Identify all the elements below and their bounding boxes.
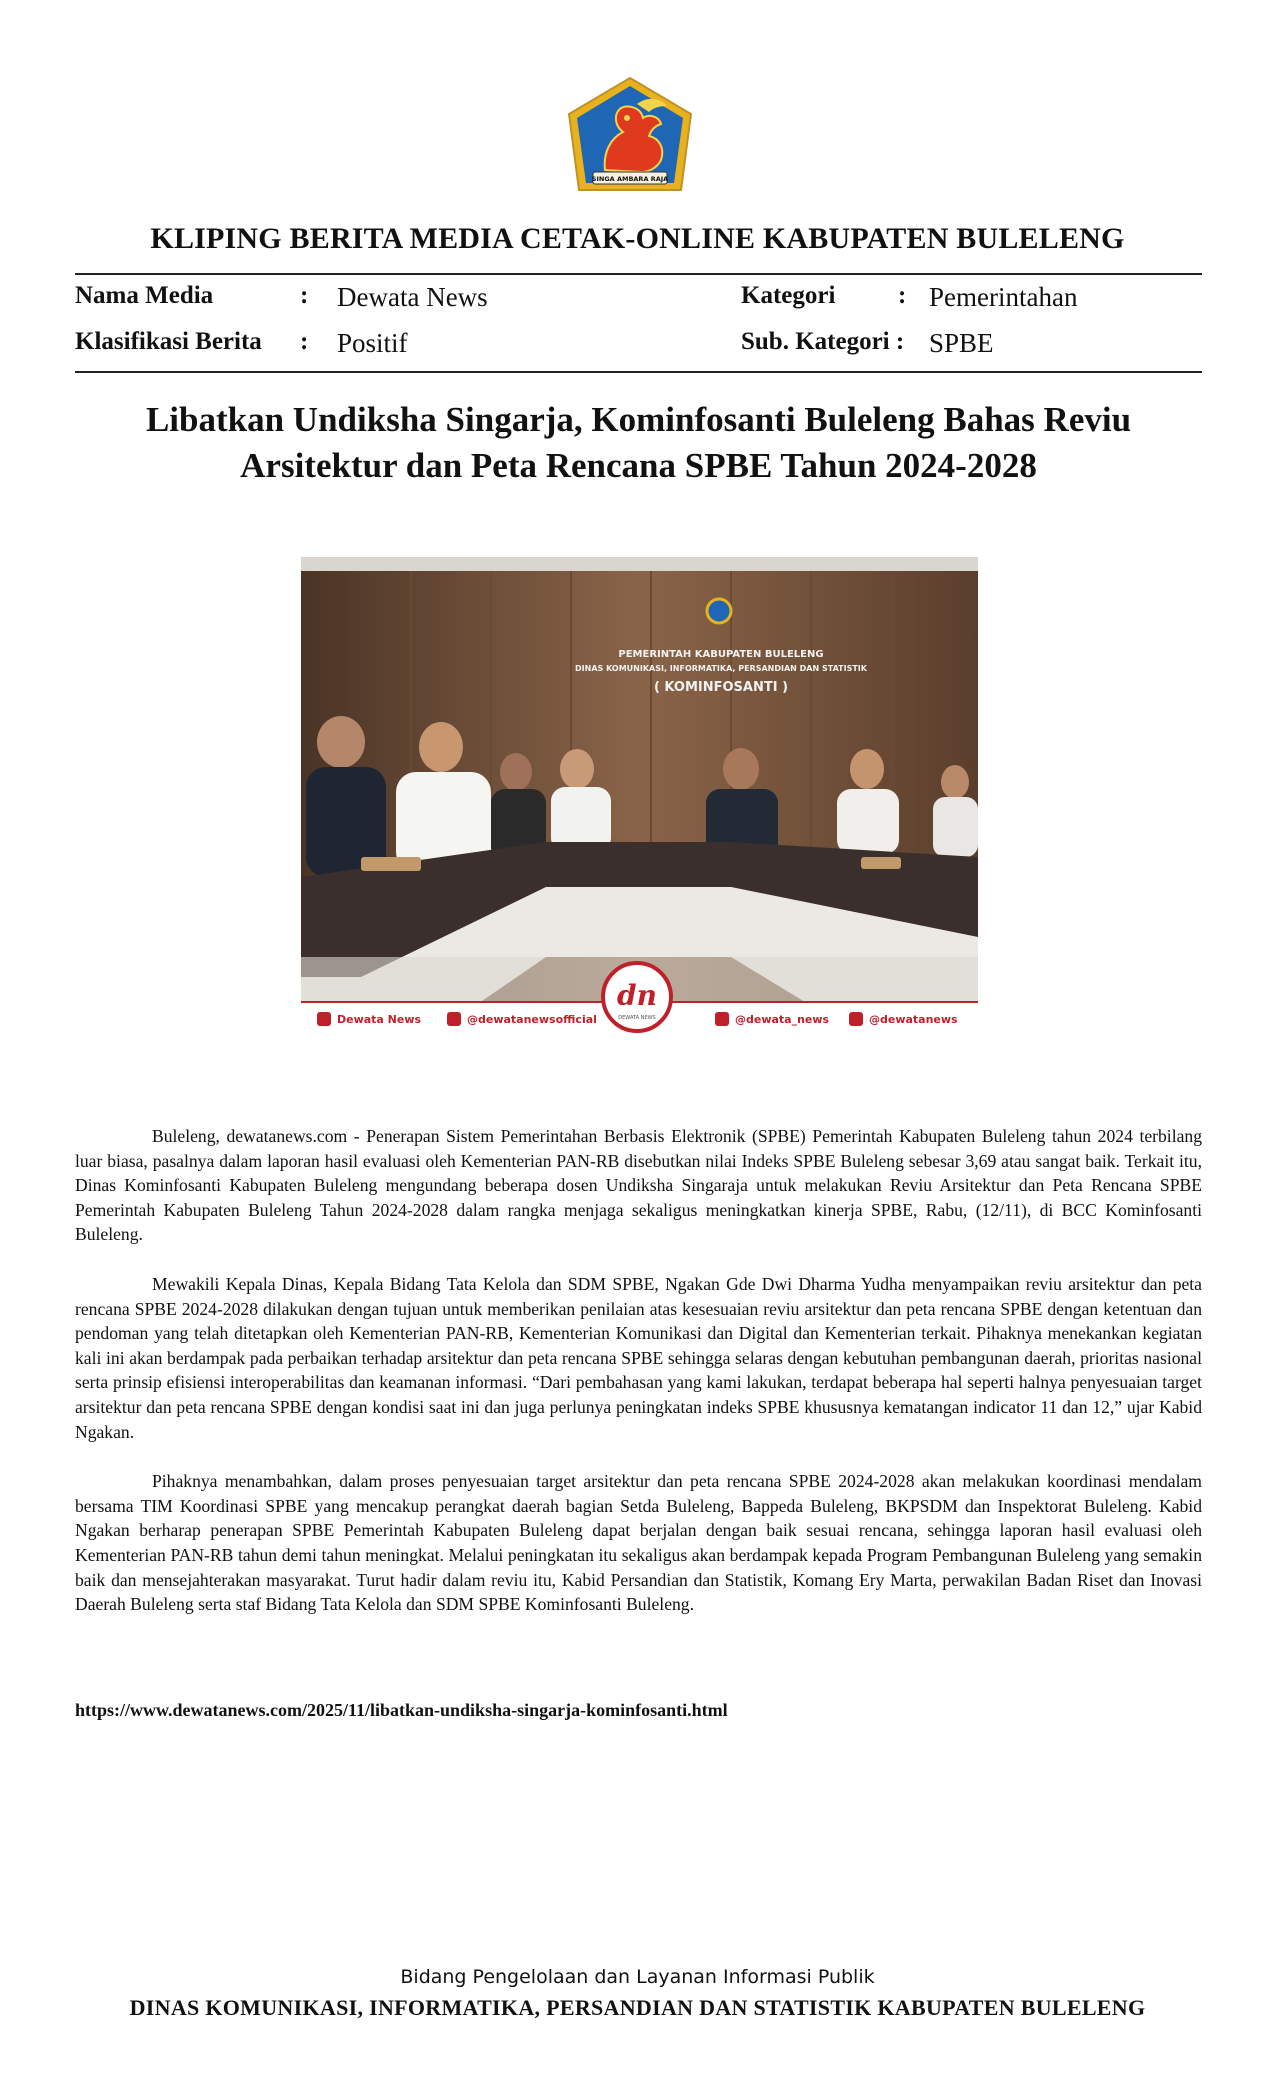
- photo-brand-sub: DEWATA NEWS: [618, 1015, 656, 1021]
- photo-social-instagram: @dewatanewsofficial: [467, 1013, 597, 1026]
- article-paragraph-2: Mewakili Kepala Dinas, Kepala Bidang Tata Kelola dan SDM SPBE, Ngakan Gde Dwi Dharma Yudha menyampaikan reviu arsitektur dan peta rencana SPBE 2024-2028 dilakukan dengan tujuan untuk memberikan penilaian atas kesesuaian reviu arsitektur dan peta rencana SPBE dengan ketentuan dan pendoman yang telah ditetapkan oleh Kementerian PAN-RB, Kementerian Komunikasi dan Digital dan Kementerian terkait. Pihaknya menekankan kegiatan kali ini akan berdampak pada perbaikan terhadap arsitektur dan peta rencana SPBE sehingga selaras dengan kebutuhan pembangunan daerah, prioritas nasional serta prinsip efisiensi interoperabilitas dan keamanan informasi. “Dari pembahasan yang kami lakukan, terdapat beberapa hal seperti halnya penyesuaian target arsitektur dan peta rencana SPBE dengan kondisi saat ini dan juga perlunya peningkatan indeks SPBE khususnya kematangan indicator 11 dan 12,” ujar Kabid Ngakan.: [75, 1273, 1202, 1442]
- photo-social-tiktok: @dewatanews: [869, 1013, 958, 1026]
- photo-wall-sign-line-2: DINAS KOMUNIKASI, INFORMATIKA, PERSANDIAN DAN STATISTIK: [575, 664, 867, 673]
- article-paragraph-3: Pihaknya menambahkan, dalam proses penyesuaian target arsitektur dan peta rencana SPBE 2024-2028 akan melakukan koordinasi mendalam bersama TIM Koordinasi SPBE yang mencakup perangkat daerah bagian Setda Buleleng, Bappeda Buleleng, BKPSDM dan Inspektorat Buleleng. Kabid Ngakan berharap penerapan SPBE Pemerintah Kabupaten Buleleng dapat berjalan dengan baik sesuai rencana, sehingga laporan hasil evaluasi oleh Kementerian PAN-RB tahun demi tahun meningkat. Melalui peningkatan itu sekaligus akan berdampak kepada Program Pembangunan Buleleng yang semakin baik dan mensejahterakan masyarakat. Turut hadir dalam reviu itu, Kabid Persandian dan Statistik, Komang Ery Marta, perwakilan Badan Riset dan Inovasi Daerah Buleleng serta staf Bidang Tata Kelola dan SDM SPBE Kominfosanti Buleleng.: [75, 1471, 1202, 1615]
- media-name-value: Dewata News: [337, 282, 488, 312]
- footer-agency-name: DINAS KOMUNIKASI, INFORMATIKA, PERSANDIAN DAN STATISTIK KABUPATEN BULELENG: [129, 1995, 1146, 2020]
- article-title: [75, 397, 1202, 489]
- media-name-colon: :: [300, 282, 309, 309]
- photo-social-twitter: @dewata_news: [735, 1013, 830, 1026]
- category-value: Pemerintahan: [929, 282, 1078, 312]
- classification-value: Positif: [337, 328, 408, 358]
- header-rule-top: [75, 273, 1202, 275]
- category-colon: :: [898, 282, 907, 309]
- article-body: [75, 1124, 1202, 1642]
- logo-motto: SINGA AMBARA RAJA: [591, 175, 669, 183]
- media-name-label: Nama Media: [75, 282, 214, 309]
- header-rule-bottom: [75, 371, 1202, 373]
- subcategory-label: Sub. Kategori :: [741, 328, 905, 355]
- classification-colon: :: [300, 328, 309, 355]
- article-paragraph-1: Buleleng, dewatanews.com - Penerapan Sistem Pemerintahan Berbasis Elektronik (SPBE) Pemerintah Kabupaten Buleleng tahun 2024 terbilang luar biasa, pasalnya dalam laporan hasil evaluasi oleh Kementerian PAN-RB disebutkan nilai Indeks SPBE Buleleng sebesar 3,69 atau sangat baik. Terkait itu, Dinas Kominfosanti Kabupaten Buleleng mengundang beberapa dosen Undiksha Singaraja untuk melakukan Reviu Arsitektur dan Peta Rencana SPBE Pemerintah Kabupaten Buleleng Tahun 2024-2028 dalam rangka menjaga sekaligus meningkatkan kinerja SPBE, Rabu, (12/11), di BCC Kominfosanti Buleleng.: [75, 1126, 1202, 1245]
- photo-wall-sign-line-1: PEMERINTAH KABUPATEN BULELENG: [618, 649, 824, 660]
- photo-social-facebook: Dewata News: [337, 1013, 422, 1026]
- article-title-line-1: Libatkan Undiksha Singarja, Kominfosanti Buleleng Bahas Reviu: [145, 400, 1132, 439]
- buleleng-regency-logo: [563, 74, 697, 200]
- photo-wall-sign-line-3: ( KOMINFOSANTI ): [653, 680, 789, 695]
- document-header-title: KLIPING BERITA MEDIA CETAK-ONLINE KABUPATEN BULELENG: [150, 222, 1125, 255]
- source-url-link[interactable]: https://www.dewatanews.com/2025/11/libatkan-undiksha-singarja-kominfosanti.html: [75, 1700, 728, 1720]
- meeting-photo: [301, 557, 978, 1036]
- classification-label: Klasifikasi Berita: [75, 328, 262, 355]
- subcategory-value: SPBE: [929, 328, 994, 358]
- article-title-line-2: Arsitektur dan Peta Rencana SPBE Tahun 2024-2028: [240, 446, 1037, 485]
- footer-subtitle: Bidang Pengelolaan dan Layanan Informasi Publik: [400, 1966, 875, 1988]
- category-label: Kategori: [741, 282, 836, 309]
- photo-brand-mark: dn: [617, 979, 657, 1012]
